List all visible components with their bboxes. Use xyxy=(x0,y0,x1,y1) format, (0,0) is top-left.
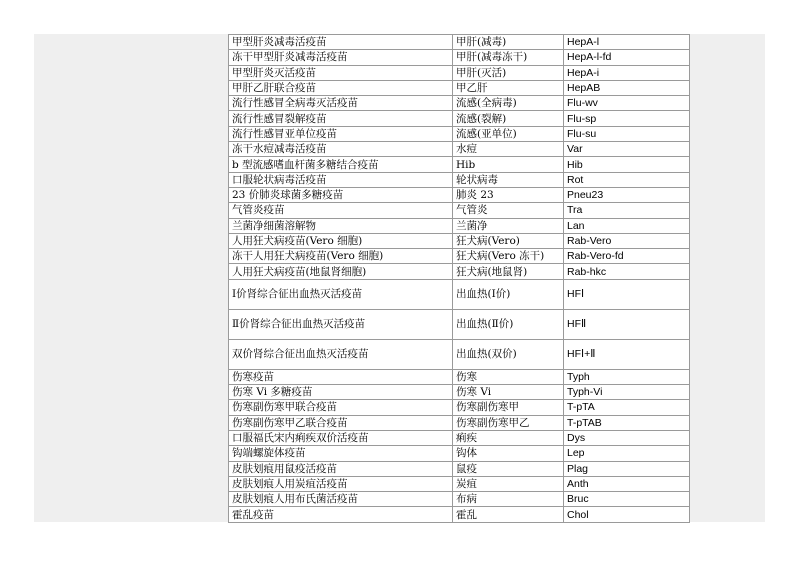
table-row xyxy=(229,249,690,264)
vaccine-name-cell: 冻干人用狂犬病疫苗(Vero 细胞) xyxy=(229,249,453,264)
vaccine-name-cell: 双价肾综合征出血热灭活疫苗 xyxy=(229,339,453,369)
vaccine-code-cell: Var xyxy=(564,142,690,157)
table-row xyxy=(229,400,690,415)
vaccine-abbreviation-cell: 轮状病毒 xyxy=(453,172,564,187)
vaccine-name-cell: 甲肝乙肝联合疫苗 xyxy=(229,80,453,95)
vaccine-name-cell: 人用狂犬病疫苗(Vero 细胞) xyxy=(229,233,453,248)
vaccine-name-cell: 口服轮状病毒活疫苗 xyxy=(229,172,453,187)
vaccine-name-cell: 伤寒副伤寒甲乙联合疫苗 xyxy=(229,415,453,430)
vaccine-name-cell: 皮肤划痕用鼠疫活疫苗 xyxy=(229,461,453,476)
table-row xyxy=(229,126,690,141)
table-row xyxy=(229,507,690,522)
vaccine-code-cell: Plag xyxy=(564,461,690,476)
vaccine-name-cell: 冻干水痘减毒活疫苗 xyxy=(229,142,453,157)
vaccine-code-cell: HepAB xyxy=(564,80,690,95)
vaccine-abbreviation-cell: 痢疾 xyxy=(453,430,564,445)
table-row xyxy=(229,96,690,111)
table-row xyxy=(229,369,690,384)
vaccine-code-cell: HepA-l-fd xyxy=(564,50,690,65)
vaccine-code-cell: Rot xyxy=(564,172,690,187)
vaccine-code-cell: Flu-sp xyxy=(564,111,690,126)
vaccine-name-cell: 23 价肺炎球菌多糖疫苗 xyxy=(229,187,453,202)
table-row xyxy=(229,187,690,202)
vaccine-code-cell: HFⅡ xyxy=(564,309,690,339)
table-row xyxy=(229,157,690,172)
table-row xyxy=(229,309,690,339)
vaccine-code-cell: Dys xyxy=(564,430,690,445)
vaccine-code-cell: HFⅠ+Ⅱ xyxy=(564,339,690,369)
vaccine-name-cell: 流行性感冒裂解疫苗 xyxy=(229,111,453,126)
vaccine-abbreviation-cell: 兰菌净 xyxy=(453,218,564,233)
vaccine-code-cell: Flu-wv xyxy=(564,96,690,111)
vaccine-abbreviation-cell: 狂犬病(地鼠肾) xyxy=(453,264,564,279)
table-row xyxy=(229,35,690,50)
vaccine-name-cell: b 型流感嗜血杆菌多糖结合疫苗 xyxy=(229,157,453,172)
table-row xyxy=(229,446,690,461)
vaccine-name-cell: 流行性感冒亚单位疫苗 xyxy=(229,126,453,141)
vaccine-abbreviation-cell: 布病 xyxy=(453,492,564,507)
table-body xyxy=(229,35,690,523)
vaccine-name-cell: 伤寒 Vi 多糖疫苗 xyxy=(229,385,453,400)
vaccine-abbreviation-cell: 伤寒副伤寒甲乙 xyxy=(453,415,564,430)
vaccine-code-cell: Tra xyxy=(564,203,690,218)
table-row xyxy=(229,492,690,507)
table-row xyxy=(229,218,690,233)
vaccine-name-cell: Ⅰ价肾综合征出血热灭活疫苗 xyxy=(229,279,453,309)
table-row xyxy=(229,385,690,400)
vaccine-code-cell: Lep xyxy=(564,446,690,461)
vaccine-abbreviation-cell: 甲乙肝 xyxy=(453,80,564,95)
vaccine-abbreviation-cell: 出血热(双价) xyxy=(453,339,564,369)
table-row xyxy=(229,233,690,248)
vaccine-code-cell: Bruc xyxy=(564,492,690,507)
vaccine-abbreviation-cell: 狂犬病(Vero 冻干) xyxy=(453,249,564,264)
vaccine-code-cell: Rab-Vero-fd xyxy=(564,249,690,264)
vaccine-abbreviation-cell: 出血热(Ⅱ价) xyxy=(453,309,564,339)
vaccine-code-cell: Rab-hkc xyxy=(564,264,690,279)
vaccine-name-cell: 人用狂犬病疫苗(地鼠肾细胞) xyxy=(229,264,453,279)
table-row xyxy=(229,111,690,126)
vaccine-code-cell: Lan xyxy=(564,218,690,233)
vaccine-abbreviation-cell: 气管炎 xyxy=(453,203,564,218)
vaccine-abbreviation-cell: 甲肝(减毒冻干) xyxy=(453,50,564,65)
vaccine-abbreviation-cell: Hib xyxy=(453,157,564,172)
vaccine-abbreviation-cell: 炭疽 xyxy=(453,476,564,491)
vaccine-abbreviation-cell: 伤寒 xyxy=(453,369,564,384)
vaccine-abbreviation-cell: 流感(亚单位) xyxy=(453,126,564,141)
table-row xyxy=(229,430,690,445)
vaccine-abbreviation-cell: 水痘 xyxy=(453,142,564,157)
vaccine-abbreviation-cell: 伤寒副伤寒甲 xyxy=(453,400,564,415)
table-row xyxy=(229,279,690,309)
vaccine-code-cell: HepA-l xyxy=(564,35,690,50)
vaccine-name-cell: 气管炎疫苗 xyxy=(229,203,453,218)
vaccine-code-cell: Typh xyxy=(564,369,690,384)
vaccine-name-cell: 冻干甲型肝炎减毒活疫苗 xyxy=(229,50,453,65)
vaccine-abbreviation-cell: 鼠疫 xyxy=(453,461,564,476)
vaccine-name-cell: 口服福氏宋内痢疾双价活疫苗 xyxy=(229,430,453,445)
vaccine-name-cell: 皮肤划痕人用炭疽活疫苗 xyxy=(229,476,453,491)
vaccine-abbreviation-cell: 甲肝(减毒) xyxy=(453,35,564,50)
table-row xyxy=(229,461,690,476)
vaccine-abbreviation-cell: 钩体 xyxy=(453,446,564,461)
vaccine-name-cell: 伤寒副伤寒甲联合疫苗 xyxy=(229,400,453,415)
vaccine-name-cell: 伤寒疫苗 xyxy=(229,369,453,384)
table-row xyxy=(229,172,690,187)
vaccine-code-cell: Anth xyxy=(564,476,690,491)
vaccine-abbreviation-cell: 霍乱 xyxy=(453,507,564,522)
table-row xyxy=(229,203,690,218)
vaccine-code-cell: HFⅠ xyxy=(564,279,690,309)
table-row xyxy=(229,339,690,369)
vaccine-name-cell: Ⅱ价肾综合征出血热灭活疫苗 xyxy=(229,309,453,339)
vaccine-code-cell: T-pTAB xyxy=(564,415,690,430)
vaccine-code-cell: Rab-Vero xyxy=(564,233,690,248)
table-row xyxy=(229,264,690,279)
table-row xyxy=(229,50,690,65)
vaccine-name-cell: 流行性感冒全病毒灭活疫苗 xyxy=(229,96,453,111)
table-row xyxy=(229,476,690,491)
vaccine-abbreviation-cell: 流感(全病毒) xyxy=(453,96,564,111)
vaccine-abbreviation-cell: 狂犬病(Vero) xyxy=(453,233,564,248)
vaccine-abbreviation-cell: 甲肝(灭活) xyxy=(453,65,564,80)
vaccine-code-cell: Typh-Vi xyxy=(564,385,690,400)
vaccine-code-cell: T-pTA xyxy=(564,400,690,415)
vaccine-name-cell: 甲型肝炎灭活疫苗 xyxy=(229,65,453,80)
vaccine-abbreviation-table xyxy=(228,34,690,523)
vaccine-code-cell: Hib xyxy=(564,157,690,172)
vaccine-code-cell: Flu-su xyxy=(564,126,690,141)
vaccine-abbreviation-cell: 出血热(Ⅰ价) xyxy=(453,279,564,309)
vaccine-name-cell: 皮肤划痕人用布氏菌活疫苗 xyxy=(229,492,453,507)
vaccine-name-cell: 兰菌净细菌溶解物 xyxy=(229,218,453,233)
vaccine-abbreviation-cell: 肺炎 23 xyxy=(453,187,564,202)
table-row xyxy=(229,142,690,157)
vaccine-abbreviation-cell: 流感(裂解) xyxy=(453,111,564,126)
vaccine-abbreviation-cell: 伤寒 Vi xyxy=(453,385,564,400)
vaccine-code-cell: Pneu23 xyxy=(564,187,690,202)
vaccine-code-cell: HepA-i xyxy=(564,65,690,80)
vaccine-name-cell: 钩端螺旋体疫苗 xyxy=(229,446,453,461)
table-row xyxy=(229,65,690,80)
vaccine-name-cell: 霍乱疫苗 xyxy=(229,507,453,522)
table-row xyxy=(229,415,690,430)
table-row xyxy=(229,80,690,95)
vaccine-code-cell: Chol xyxy=(564,507,690,522)
vaccine-name-cell: 甲型肝炎减毒活疫苗 xyxy=(229,35,453,50)
